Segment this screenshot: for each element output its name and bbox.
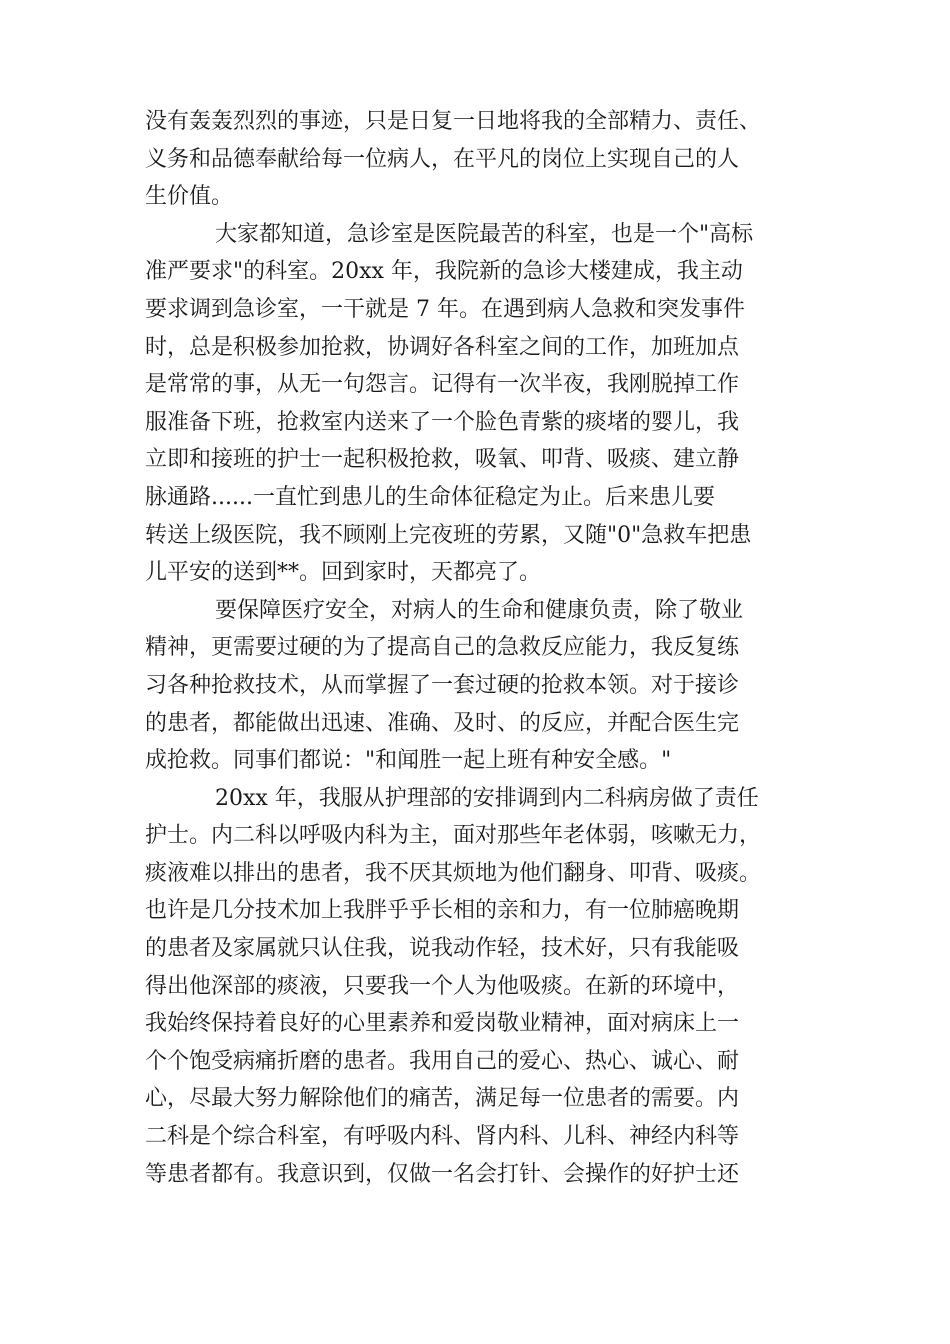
text-line: 没有轰轰烈烈的事迹，只是日复一日地将我的全部精力、责任、: [145, 109, 762, 134]
text-line: 心，尽最大努力解除他们的痛苦，满足每一位患者的需要。内: [145, 1086, 740, 1112]
text-line: 护士。内二科以呼吸内科为主，面对那些年老体弱，咳嗽无力，: [145, 823, 762, 849]
text-line: 时，总是积极参加抢救，协调好各科室之间的工作，加班加点: [145, 334, 740, 360]
text-line: 生价值。: [145, 184, 234, 210]
text-line: 成抢救。同事们都说："和闻胜一起上班有种安全感。": [145, 748, 672, 774]
text-line: 习各种抢救技术，从而掌握了一套过硬的抢救本领。对于接诊: [145, 672, 740, 698]
text-line: 要求调到急诊室，一干就是 7 年。在遇到病人急救和突发事件: [145, 296, 745, 322]
paragraph-first-line: 要保障医疗安全，对病人的生命和健康负责，除了敬业: [215, 597, 744, 623]
paragraph-first-line: 大家都知道，急诊室是医院最苦的科室，也是一个"高标: [215, 221, 754, 247]
text-line: 义务和品德奉献给每一位病人，在平凡的岗位上实现自己的人: [145, 146, 740, 172]
text-line: 立即和接班的护士一起积极抢救，吸氧、叩背、吸痰、建立静: [145, 447, 740, 473]
text-line: 也许是几分技术加上我胖乎乎长相的亲和力，有一位肺癌晚期: [145, 898, 740, 924]
text-line: 是常常的事，从无一句怨言。记得有一次半夜，我刚脱掉工作: [145, 372, 740, 398]
text-line: 脉通路......一直忙到患儿的生命体征稳定为止。后来患儿要: [145, 484, 715, 510]
text-line: 转送上级医院，我不顾刚上完夜班的劳累，又随"0"急救车把患: [145, 522, 752, 548]
text-line: 痰液难以排出的患者，我不厌其烦地为他们翻身、叩背、吸痰。: [145, 860, 762, 886]
text-line: 二科是个综合科室，有呼吸内科、肾内科、儿科、神经内科等: [145, 1124, 740, 1150]
text-line: 得出他深部的痰液，只要我一个人为他吸痰。在新的环境中，: [145, 973, 740, 999]
text-line: 的患者，都能做出迅速、准确、及时、的反应，并配合医生完: [145, 710, 740, 736]
text-line: 我始终保持着良好的心里素养和爱岗敬业精神，面对病床上一: [145, 1011, 740, 1037]
paragraph-first-line: 20xx 年，我服从护理部的安排调到内二科病房做了责任: [215, 785, 759, 811]
text-line: 等患者都有。我意识到，仅做一名会打针、会操作的好护士还: [145, 1161, 740, 1187]
document-body: [145, 103, 805, 1193]
text-line: 儿平安的送到**。回到家时，天都亮了。: [145, 560, 542, 586]
text-line: 个个饱受病痛折磨的患者。我用自己的爱心、热心、诚心、耐: [145, 1048, 740, 1074]
text-line: 准严要求"的科室。20xx 年，我院新的急诊大楼建成，我主动: [145, 259, 743, 285]
text-line: 服准备下班，抢救室内送来了一个脸色青紫的痰堵的婴儿，我: [145, 409, 740, 435]
text-line: 的患者及家属就只认住我，说我动作轻，技术好，只有我能吸: [145, 936, 740, 962]
text-line: 精神，更需要过硬的为了提高自己的急救反应能力，我反复练: [145, 635, 740, 661]
